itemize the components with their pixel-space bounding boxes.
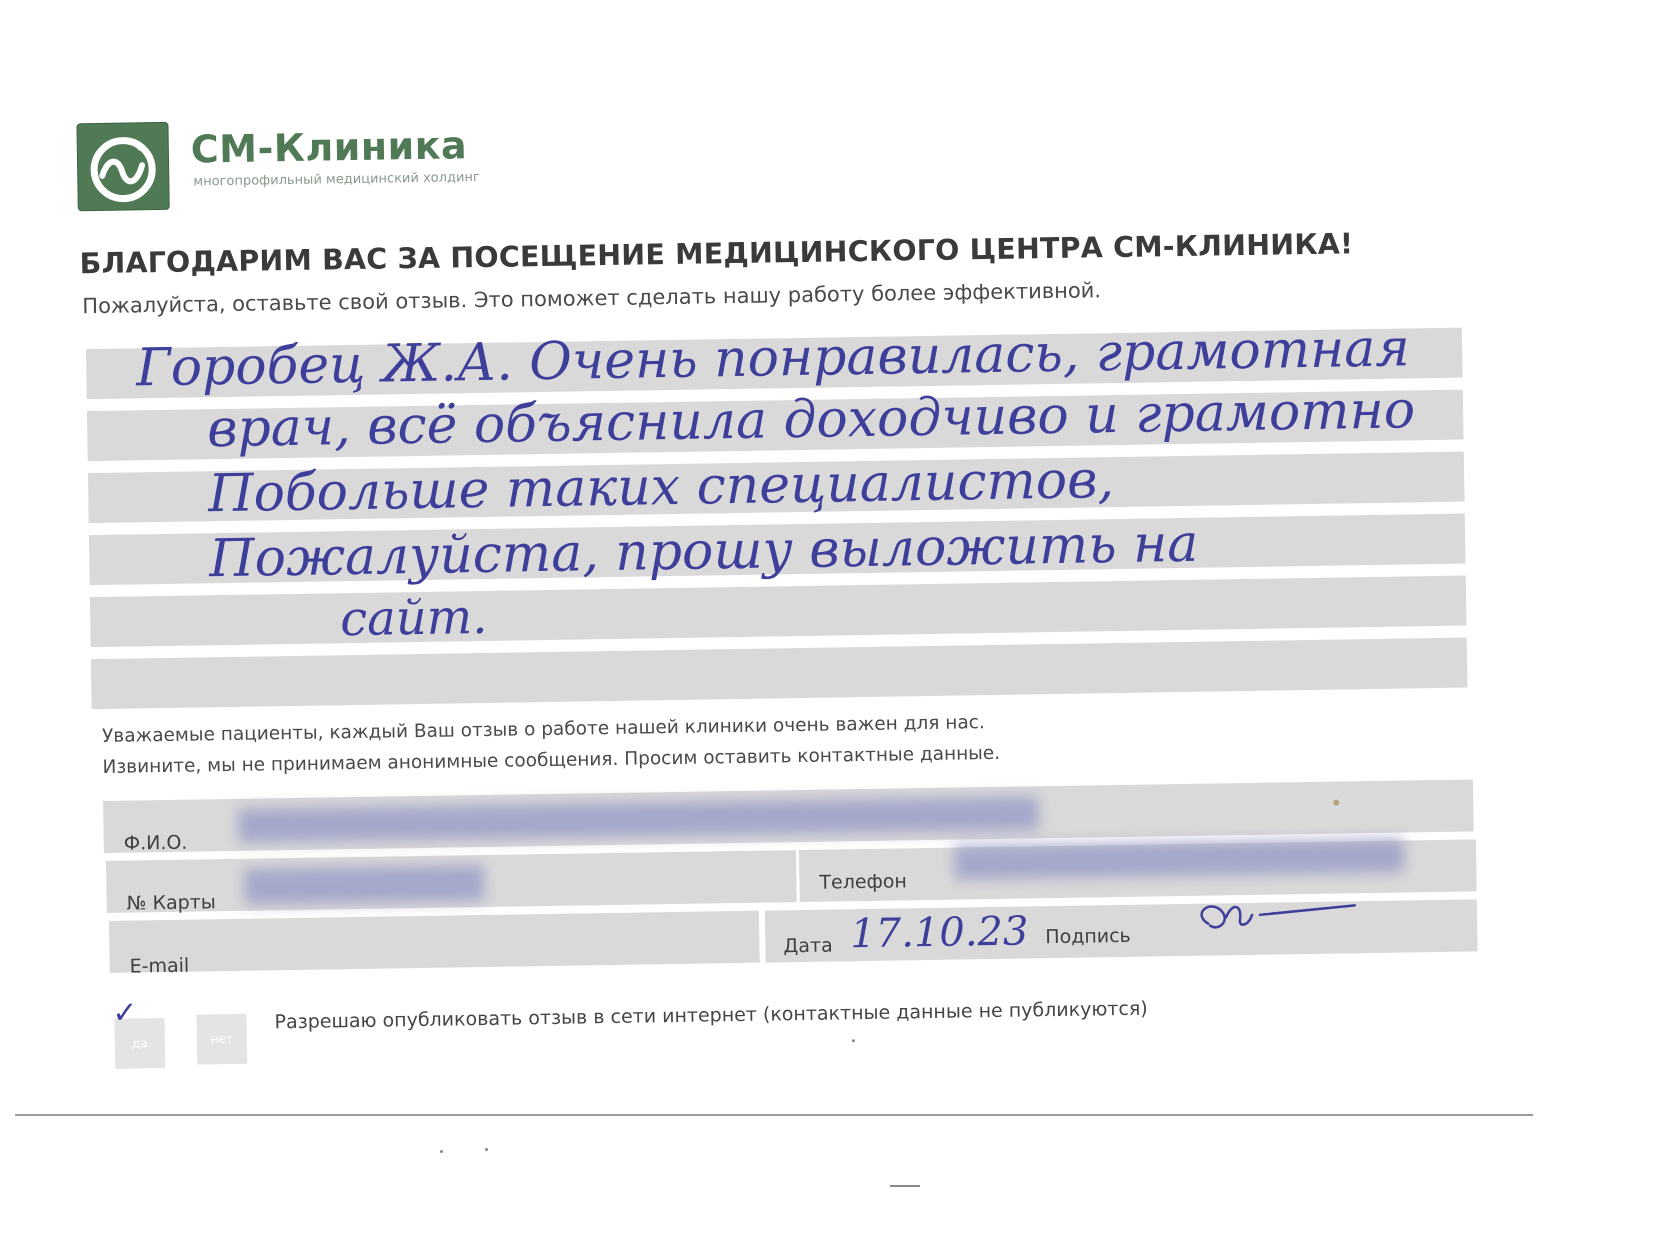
paper-edge-line [15, 1114, 1533, 1116]
consent-no-checkbox[interactable]: нет [196, 1014, 247, 1065]
page-subtitle: Пожалуйста, оставьте свой отзыв. Это поможет сделать нашу работу более эффективной. [82, 278, 1102, 319]
review-line: Горобец Ж.А. Очень понравилась, грамотная [135, 318, 1411, 399]
brand-name: СМ-Клиника [190, 123, 468, 172]
email-field[interactable] [109, 911, 760, 973]
card-number-label: № Карты [126, 891, 216, 915]
paper-speck [1333, 800, 1339, 806]
review-line: Пожалуйста, прошу выложить на [208, 513, 1199, 590]
notice-line-2: Извините, мы не принимаем анонимные сообщения. Просим оставить контактные данные. [102, 742, 1001, 778]
paper-speck [852, 1039, 855, 1042]
page-title: БЛАГОДАРИМ ВАС ЗА ПОСЕЩЕНИЕ МЕДИЦИНСКОГО ЦЕНТРА СМ-КЛИНИКА! [79, 227, 1354, 281]
signature-mark [1190, 891, 1391, 944]
consent-text: Разрешаю опубликовать отзыв в сети интернет (контактные данные не публикуются) [274, 997, 1148, 1034]
date-value: 17.10.23 [849, 908, 1029, 958]
paper-speck [440, 1150, 443, 1153]
signature-label: Подпись [1045, 924, 1131, 949]
fio-label: Ф.И.О. [123, 831, 188, 855]
consent-yes-checkbox[interactable]: да [114, 1018, 165, 1069]
paper-speck [485, 1148, 488, 1151]
notice-line-1: Уважаемые пациенты, каждый Ваш отзыв о работе нашей клиники очень важен для нас. [101, 712, 985, 747]
logo-snake-icon [77, 123, 168, 210]
phone-label: Телефон [819, 870, 908, 894]
review-handwriting [126, 308, 1471, 689]
review-line: врач, всё объяснила доходчиво и грамотно [206, 380, 1416, 460]
phone-redacted-value [954, 839, 1404, 880]
email-label: E-mail [129, 954, 190, 978]
brand-tagline: многопрофильный медицинский холдинг [193, 169, 480, 190]
review-line: Побольше таких специалистов, [207, 450, 1115, 525]
checkmark-icon: ✓ [112, 995, 138, 1031]
review-line: сайт. [339, 588, 488, 648]
clinic-logo [77, 123, 168, 210]
card-number-redacted-value [244, 865, 485, 905]
paper-speck [890, 1185, 920, 1187]
date-label: Дата [783, 934, 833, 958]
